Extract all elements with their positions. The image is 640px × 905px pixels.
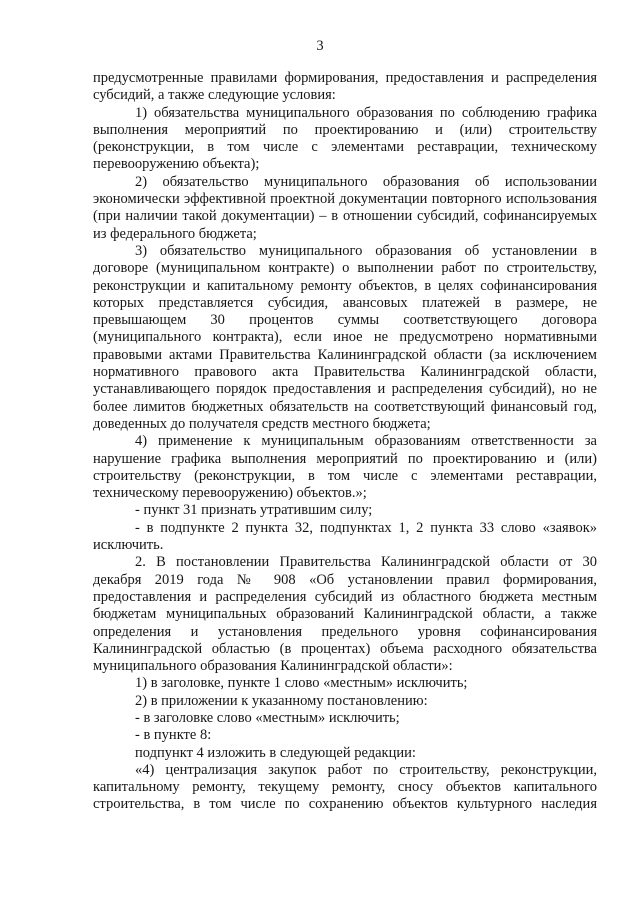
paragraph-amend-2: 2) в приложении к указанному постановлению: bbox=[135, 692, 428, 709]
paragraph-item-31: - пункт 31 признать утратившим силу; bbox=[135, 502, 373, 519]
paragraph-items-32-33: - в подпункте 2 пункта 32, подпунктах 1, 2 пункта 33 слово «заявок» исключить. bbox=[93, 519, 597, 554]
paragraph-condition-1: 1) обязательства муниципального образования по соблюдению графика выполнения мероприятий по проектированию и (или) строительству (реконструкции, в том числе с элементами реставрации, техническому перевооружению объекта); bbox=[93, 104, 597, 173]
document-body bbox=[93, 70, 597, 814]
paragraph-section-2: 2. В постановлении Правительства Калининградской области от 30 декабря 2019 года № 908 «Об установлении правил формирования, предоставления и распределения субсидий из областного бюджета местным бюджетам муниципальных образований Калининградской области, а также определения и установления предельного уровня софинансирования Калининградской областью (в процентах) объема расходного обязательства муниципального образования Калининградской области»: bbox=[93, 554, 597, 675]
paragraph-subitem-4-intro: подпункт 4 изложить в следующей редакции: bbox=[135, 744, 416, 761]
paragraph-amend-item-8: - в пункте 8: bbox=[135, 727, 212, 744]
paragraph-amend-title: - в заголовке слово «местным» исключить; bbox=[135, 709, 400, 726]
paragraph-condition-2: 2) обязательство муниципального образования об использовании экономически эффективной проектной документации повторного использования (при наличии такой документации) – в отношении субсидий, софинансируемых из федерального бюджета; bbox=[93, 173, 597, 242]
paragraph-subitem-4-text: «4) централизация закупок работ по строительству, реконструкции, капитальному ремонту, текущему ремонту, сносу объектов капитального строительства, в том числе по сохранению объектов культурного наследия bbox=[93, 761, 597, 813]
paragraph-amend-1: 1) в заголовке, пункте 1 слово «местным» исключить; bbox=[135, 675, 468, 692]
paragraph-conditions-intro: предусмотренные правилами формирования, предоставления и распределения субсидий, а также следующие условия: bbox=[93, 70, 597, 104]
paragraph-condition-3: 3) обязательство муниципального образования об установлении в договоре (муниципальном контракте) о выполнении работ по строительству, реконструкции и капитальному ремонту объектов, в целях софинансирования которых представляется субсидия, авансовых платежей в размере, не превышающем 30 процентов суммы соответствующего договора (муниципального контракта), если иное не предусмотрено нормативными правовыми актами Правительства Калининградской области (за исключением нормативного правового акта Правительства Калининградской области, устанавливающего порядок предоставления и распределения субсидий), но не более лимитов бюджетных обязательств на соответствующий финансовый год, доведенных до получателя средств местного бюджета; bbox=[93, 242, 597, 432]
paragraph-condition-4: 4) применение к муниципальным образованиям ответственности за нарушение графика выполнения мероприятий по проектированию и (или) строительству (реконструкции, в том числе с элементами реставрации, техническому перевооружению) объектов.»; bbox=[93, 433, 597, 502]
page-number: 3 bbox=[316, 38, 324, 54]
